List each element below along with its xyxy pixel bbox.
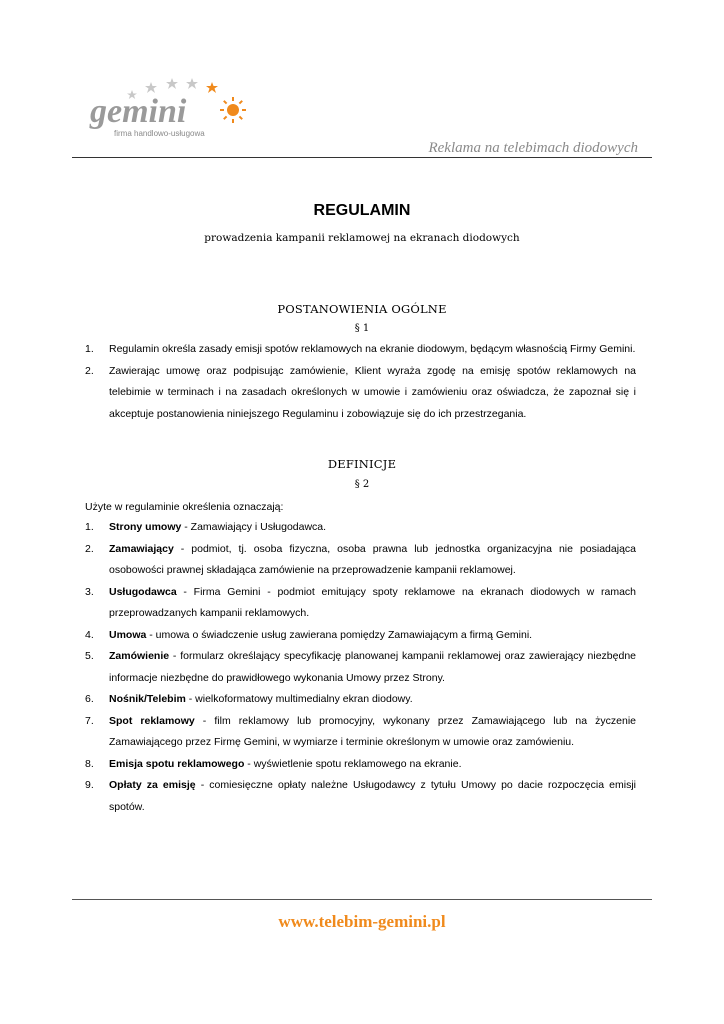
definition-term: Zamówienie: [109, 650, 170, 662]
definitions-intro: Użyte w regulaminie określenia oznaczają:: [85, 501, 284, 513]
list-item: [85, 754, 636, 776]
list-item-number: 8.: [85, 757, 94, 770]
definition-term: Spot reklamowy: [109, 714, 195, 727]
list-item: [85, 517, 636, 539]
definition-text: - comiesięczne opłaty należne Usługodawcy z tytułu Umowy po dacie rozpoczęcia emisji spotów.: [109, 779, 636, 813]
section-heading-definitions: DEFINICJE: [327, 457, 397, 471]
definition-term: Umowa: [109, 628, 147, 641]
list-item-number: 9.: [85, 779, 94, 791]
list-item: [85, 646, 636, 689]
list-item-number: 6.: [85, 693, 94, 705]
list-item-number: 1.: [85, 521, 94, 533]
definition-text: - umowa o świadczenie usług zawierana pomiędzy Zamawiającym a firmą Gemini.: [146, 628, 533, 641]
definition-text: - wielkoformatowy multimedialny ekran diodowy.: [185, 693, 413, 705]
definition-text: - Zamawiający i Usługodawca.: [181, 521, 327, 533]
svg-text:gemini: gemini: [90, 93, 187, 130]
definition-term: Zamawiający: [109, 542, 174, 555]
definition-text: - podmiot, tj. osoba fizyczna, osoba prawna lub jednostka organizacyjna nie posiadająca osobowości prawnej składająca zamówienie na przeprowadzenie kampanii reklamowej.: [109, 542, 636, 576]
footer-divider: [72, 899, 652, 900]
definition-term: Usługodawca: [109, 585, 177, 598]
list-item-number: 7.: [85, 714, 94, 727]
document-title: REGULAMIN: [313, 202, 411, 219]
list-item: [85, 775, 636, 818]
list-item: [85, 582, 636, 625]
section-heading-general: POSTANOWIENIA OGÓLNE: [277, 302, 447, 316]
list-item-text: Zawierając umowę oraz podpisując zamówienie, Klient wyraża zgodę na emisję spotów reklamowych na telebimie w terminach i na zasadach określonych w umowie i zamówieniu oraz oświadcza, że zapoznał się i akceptuje postanowienia niniejszego Regulaminu i zobowiązuje się do ich przestrzegania.: [109, 364, 636, 420]
definition-text: - wyświetlenie spotu reklamowego na ekranie.: [244, 757, 462, 770]
definition-term: Strony umowy: [109, 521, 182, 533]
definitions-list: [85, 517, 636, 818]
list-item-number: 2.: [85, 542, 94, 555]
list-item: [85, 689, 636, 711]
list-item: [85, 625, 636, 647]
definition-text: - film reklamowy lub promocyjny, wykonany przez Zamawiającego lub na życzenie Zamawiającego przez Firmę Gemini, w wymiarze i terminie określonym w umowie oraz zamówieniu.: [109, 714, 636, 748]
gemini-logo-icon: [88, 72, 248, 142]
list-item-number: 5.: [85, 650, 94, 662]
definition-term: Nośnik/Telebim: [109, 693, 186, 705]
paragraph-mark-1: § 1: [354, 323, 370, 334]
header-tagline: Reklama na telebimach diodowych: [428, 140, 638, 156]
list-item: [85, 339, 636, 361]
list-item-text: Regulamin określa zasady emisji spotów reklamowych na ekranie diodowym, będącym własnością Firmy Gemini.: [109, 343, 636, 355]
paragraph-mark-2: § 2: [354, 479, 370, 490]
website-link[interactable]: www.telebim-gemini.pl: [278, 912, 446, 931]
list-item: [85, 711, 636, 754]
svg-text:firma handlowo-usługowa: firma handlowo-usługowa: [114, 129, 205, 138]
definition-text: - Firma Gemini - podmiot emitujący spoty reklamowe na ekranach diodowych w ramach przeprowadzanych kampanii reklamowych.: [109, 585, 636, 619]
definition-text: - formularz określający specyfikację planowanej kampanii reklamowej oraz zawierający niezbędne informacje niezbędne do prawidłowego wykonania Umowy przez Strony.: [109, 650, 636, 684]
list-item-number: 3.: [85, 585, 94, 598]
list-item: [85, 539, 636, 582]
document-subtitle: prowadzenia kampanii reklamowej na ekranach diodowych: [204, 232, 520, 244]
list-item-number: 2.: [85, 364, 94, 377]
list-item: [85, 361, 636, 426]
company-logo: [88, 72, 248, 142]
definition-term: Emisja spotu reklamowego: [109, 757, 245, 770]
header-divider: [72, 157, 652, 158]
list-item-number: 4.: [85, 628, 94, 641]
general-provisions-list: [85, 339, 636, 425]
list-item-number: 1.: [85, 343, 94, 355]
definition-term: Opłaty za emisję: [109, 779, 196, 791]
